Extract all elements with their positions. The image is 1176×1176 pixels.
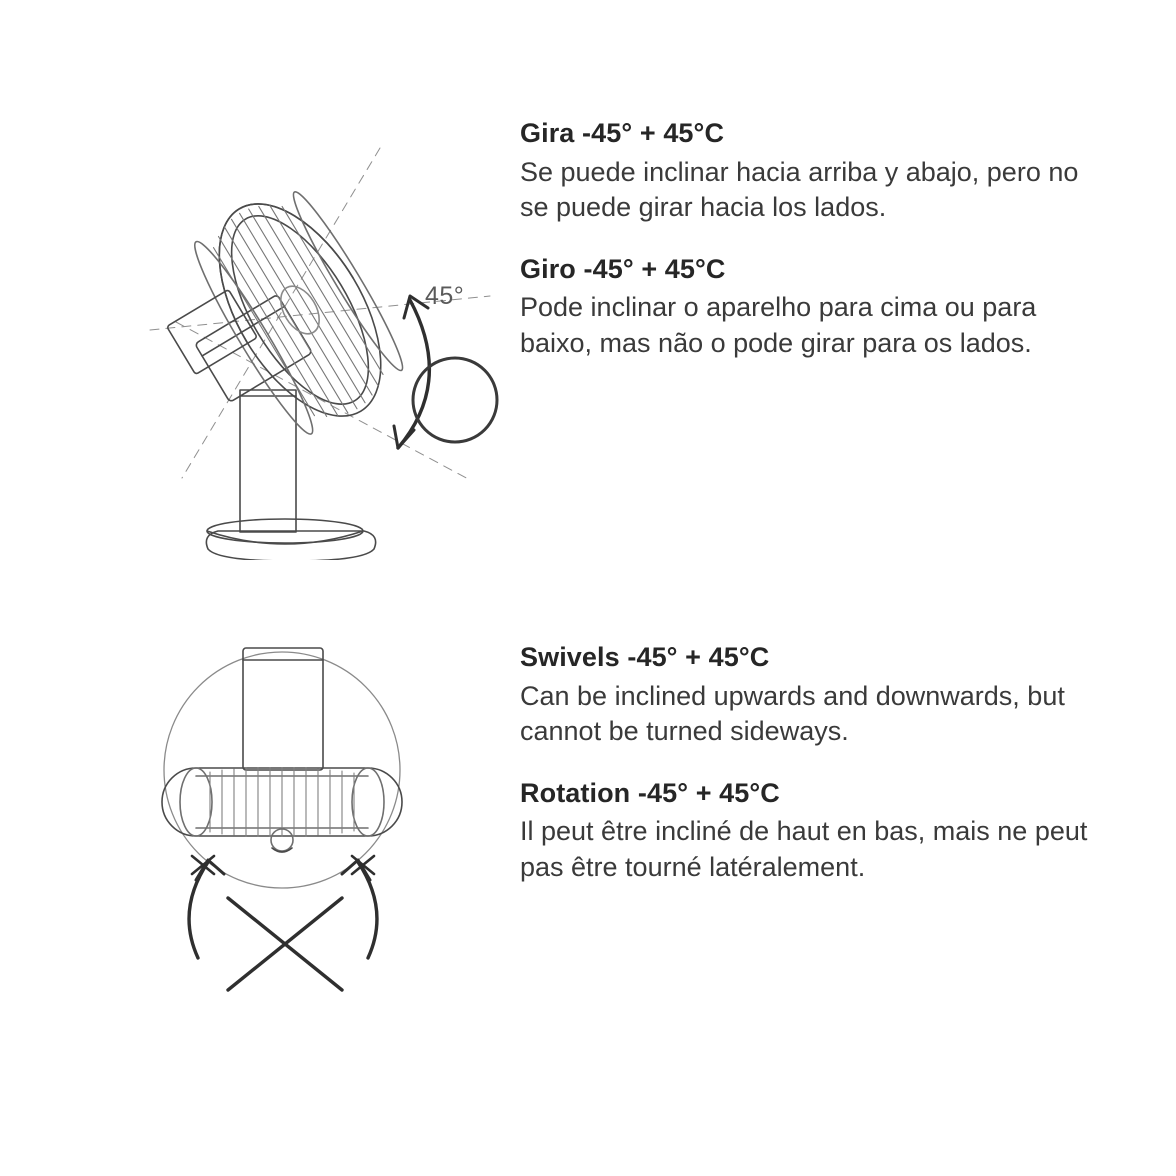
fan-motor-housing [167,289,258,374]
fan-top-view-no-rotation-diagram [0,600,520,1070]
entry-title-es: Gira -45° + 45°C [520,118,725,148]
entry-title-en: Swivels -45° + 45°C [520,642,770,672]
construction-axes [150,148,490,480]
text-column-top [520,60,1120,362]
entry-body-fr: Il peut être incliné de haut en bas, mais ne peut pas être tourné latéralement. [520,816,1088,882]
entry-body-pt: Pode inclinar o aparelho para cima ou para baixo, mas não o pode girar para os lados. [520,292,1037,358]
text-column-bottom [520,600,1120,886]
entry-es [520,116,1120,226]
entry-title-pt: Giro -45° + 45°C [520,253,726,284]
entry-fr [520,776,1120,886]
fan-column-top [243,648,323,770]
entry-body-es: Se puede inclinar hacia arriba y abajo, pero no se puede girar hacia los lados. [520,156,1079,223]
section-no-swivel-top-view [0,600,1176,1070]
entry-body-en: Can be inclined upwards and downwards, but cannot be turned sideways. [520,680,1065,747]
fan-column [240,390,296,532]
fan-side-view-tilt-diagram [0,60,520,560]
forbidden-x-icon [228,898,342,990]
fan-head [181,174,419,446]
angle-label: 45° [425,282,465,310]
entry-title-fr: Rotation -45° + 45°C [520,777,780,808]
section-tilt-side-view [0,60,1176,560]
fan-base [206,519,375,560]
entry-pt [520,252,1120,362]
entry-en [520,640,1120,750]
fan-head-top [162,768,402,852]
fan-top-view-svg [0,600,520,1070]
